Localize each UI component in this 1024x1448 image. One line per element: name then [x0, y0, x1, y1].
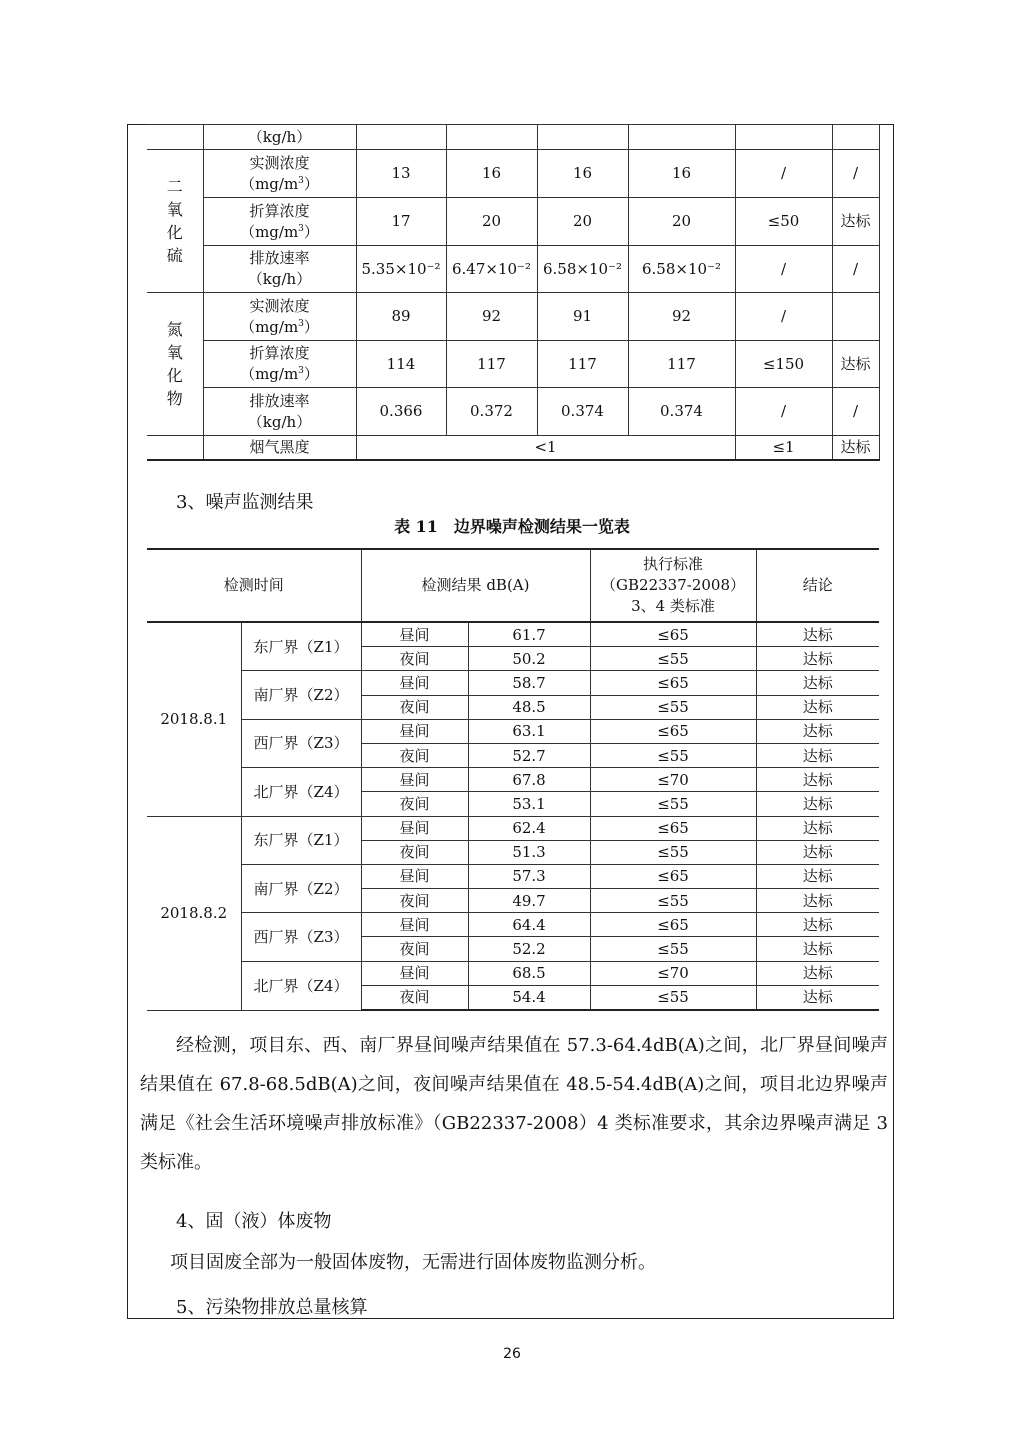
result-cell: 达标	[756, 743, 879, 767]
site-cell: 西厂界（Z3）	[241, 913, 361, 961]
table-11-caption: 表 11 边界噪声检测结果一览表	[394, 517, 630, 536]
table-row: 氮 氧 化 物 实测浓度 $(mg/m^3)$ 89 92 91 92 /	[147, 293, 879, 341]
result-cell: 达标	[756, 695, 879, 719]
date-cell: 2018.8.1	[147, 622, 241, 816]
period-cell: 夜间	[361, 937, 468, 961]
value-cell: 62.4	[468, 816, 590, 840]
result-cell: 达标	[756, 671, 879, 695]
value-cell: 63.1	[468, 719, 590, 743]
row-label: （kg/h）	[203, 125, 356, 150]
noise-conclusion-paragraph: 经检测，项目东、西、南厂界昼间噪声结果值在 57.3-64.4dB(A)之间，北厂界昼间噪声结果值在 67.8-68.5dB(A)之间，夜间噪声结果值在 48.5-54.4dB(A)之间，项目北边界噪声满足《社会生活环境噪声排放标准》（GB22337-2008）4 类标准要求，其余边界噪声满足 3 类标准。	[140, 1035, 888, 1173]
value-cell: 58.7	[468, 671, 590, 695]
value-cell: 53.1	[468, 792, 590, 816]
result-cell: 达标	[756, 816, 879, 840]
period-cell: 夜间	[361, 840, 468, 864]
value-cell: 49.7	[468, 889, 590, 913]
period-cell: 夜间	[361, 647, 468, 671]
row-label: 排放速率 （kg/h）	[203, 246, 356, 293]
pollutant-name-so2: 二 氧 化 硫	[147, 150, 203, 293]
period-cell: 昼间	[361, 864, 468, 888]
limit-cell: ≤55	[590, 792, 756, 816]
noise-table	[147, 548, 879, 1011]
limit-cell: ≤70	[590, 768, 756, 792]
row-label: 烟气黑度	[203, 436, 356, 460]
value-cell: 52.2	[468, 937, 590, 961]
header-conclusion: 结论	[756, 549, 879, 622]
period-cell: 昼间	[361, 671, 468, 695]
limit-cell: ≤65	[590, 913, 756, 937]
site-cell: 北厂界（Z4）	[241, 961, 361, 1010]
section-5-heading: 5、污染物排放总量核算	[176, 1297, 368, 1318]
table-row	[147, 961, 879, 985]
table-row: 折算浓度 $(mg/m^3)$ 17 20 20 20 ≤50 达标	[147, 198, 879, 246]
site-cell: 东厂界（Z1）	[241, 816, 361, 864]
table-row	[147, 622, 879, 647]
result-cell: 达标	[756, 840, 879, 864]
row-label: 排放速率 （kg/h）	[203, 388, 356, 436]
page-number: 26	[503, 1346, 521, 1362]
site-cell: 南厂界（Z2）	[241, 864, 361, 912]
header-time: 检测时间	[147, 549, 361, 622]
period-cell: 昼间	[361, 913, 468, 937]
period-cell: 夜间	[361, 695, 468, 719]
value-cell: 61.7	[468, 622, 590, 647]
table-row	[147, 816, 879, 840]
limit-cell: ≤65	[590, 864, 756, 888]
value-cell: 67.8	[468, 768, 590, 792]
row-label: 折算浓度 $(mg/m^3)$	[203, 341, 356, 388]
table-header-row	[147, 549, 879, 622]
result-cell: 达标	[756, 792, 879, 816]
limit-cell: ≤55	[590, 889, 756, 913]
value-cell: 51.3	[468, 840, 590, 864]
limit-cell: ≤55	[590, 937, 756, 961]
result-cell: 达标	[756, 937, 879, 961]
value-cell: 68.5	[468, 961, 590, 985]
limit-cell: ≤55	[590, 743, 756, 767]
table-row: 二 氧 化 硫 实测浓度 $(mg/m^3)$ 13 16 16 16 / /	[147, 150, 879, 198]
section-4-heading: 4、固（液）体废物	[176, 1211, 332, 1232]
limit-cell: ≤65	[590, 622, 756, 647]
result-cell: 达标	[756, 889, 879, 913]
value-cell: 48.5	[468, 695, 590, 719]
table-row	[147, 719, 879, 743]
period-cell: 夜间	[361, 889, 468, 913]
limit-cell: ≤55	[590, 840, 756, 864]
header-result: 检测结果 dB(A)	[361, 549, 590, 622]
period-cell: 昼间	[361, 961, 468, 985]
period-cell: 夜间	[361, 985, 468, 1010]
period-cell: 夜间	[361, 743, 468, 767]
limit-cell: ≤65	[590, 816, 756, 840]
period-cell: 昼间	[361, 622, 468, 647]
table-row	[147, 768, 879, 792]
row-label: 折算浓度 $(mg/m^3)$	[203, 198, 356, 246]
site-cell: 东厂界（Z1）	[241, 622, 361, 671]
result-cell: 达标	[756, 985, 879, 1010]
limit-cell: ≤55	[590, 695, 756, 719]
value-cell: 57.3	[468, 864, 590, 888]
table-row	[147, 671, 879, 695]
limit-cell: ≤65	[590, 671, 756, 695]
result-cell: 达标	[756, 647, 879, 671]
limit-cell: ≤70	[590, 961, 756, 985]
site-cell: 北厂界（Z4）	[241, 768, 361, 816]
period-cell: 昼间	[361, 719, 468, 743]
row-label: 实测浓度 $(mg/m^3)$	[203, 293, 356, 341]
table-row: 排放速率 （kg/h） 0.366 0.372 0.374 0.374 / /	[147, 388, 879, 436]
value-cell: 64.4	[468, 913, 590, 937]
period-cell: 夜间	[361, 792, 468, 816]
limit-cell: ≤65	[590, 719, 756, 743]
result-cell: 达标	[756, 622, 879, 647]
table-row: 折算浓度 $(mg/m^3)$ 114 117 117 117 ≤150 达标	[147, 341, 879, 388]
table-row: 排放速率 （kg/h） 5.35×10⁻² 6.47×10⁻² 6.58×10⁻² 6.58×10⁻² / /	[147, 246, 879, 293]
period-cell: 昼间	[361, 768, 468, 792]
site-cell: 西厂界（Z3）	[241, 719, 361, 767]
date-cell: 2018.8.2	[147, 816, 241, 1010]
result-cell: 达标	[756, 864, 879, 888]
value-cell: 50.2	[468, 647, 590, 671]
result-cell: 达标	[756, 719, 879, 743]
row-label: 实测浓度 $(mg/m^3)$	[203, 150, 356, 198]
section-4-text: 项目固废全部为一般固体废物，无需进行固体废物监测分析。	[170, 1252, 656, 1273]
value-cell: 52.7	[468, 743, 590, 767]
result-cell: 达标	[756, 961, 879, 985]
emission-table	[147, 124, 880, 461]
result-cell: 达标	[756, 913, 879, 937]
table-row: 烟气黑度 <1 ≤1 达标	[147, 436, 879, 460]
pollutant-name-nox: 氮 氧 化 物	[147, 293, 203, 436]
section-3-heading: 3、噪声监测结果	[176, 492, 314, 513]
table-row	[147, 913, 879, 937]
value-cell: 54.4	[468, 985, 590, 1010]
period-cell: 昼间	[361, 816, 468, 840]
site-cell: 南厂界（Z2）	[241, 671, 361, 719]
limit-cell: ≤55	[590, 985, 756, 1010]
header-standard: 执行标准 （GB22337-2008） 3、4 类标准	[590, 549, 756, 622]
result-cell: 达标	[756, 768, 879, 792]
limit-cell: ≤55	[590, 647, 756, 671]
table-row	[147, 864, 879, 888]
